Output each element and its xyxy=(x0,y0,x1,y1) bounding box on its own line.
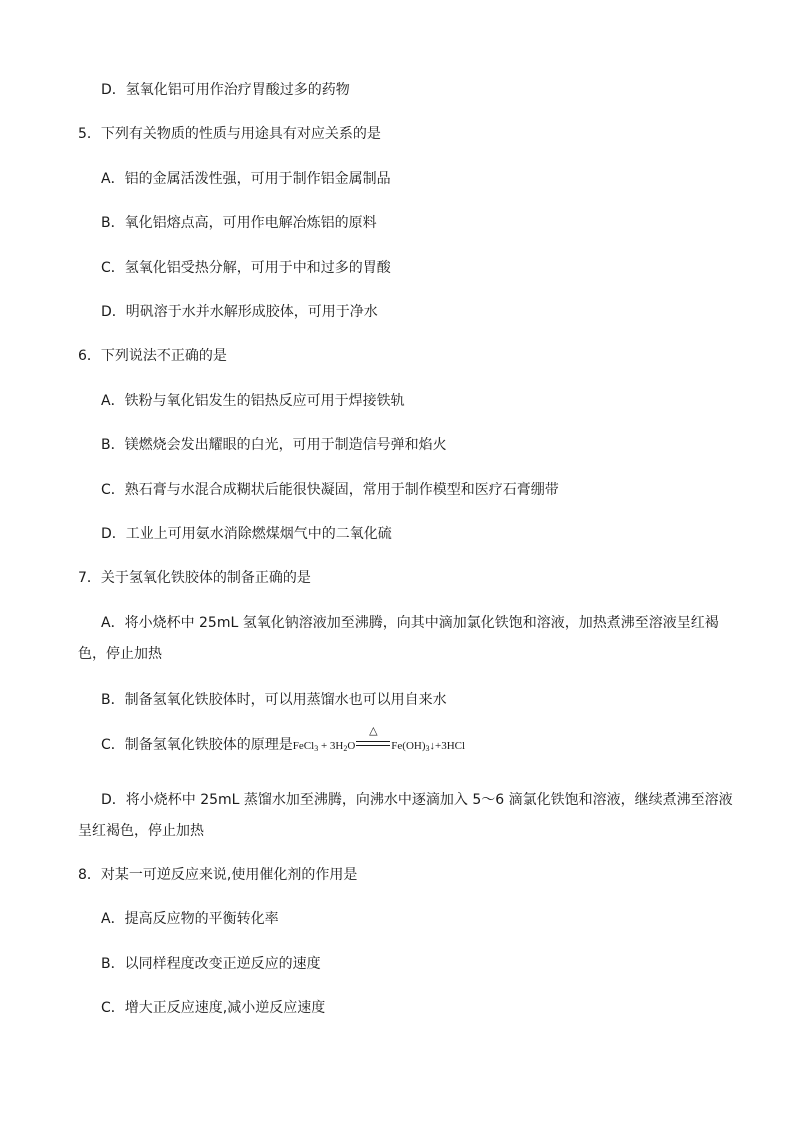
q7-option-a-line2: 色，停止加热 xyxy=(78,646,162,662)
q5-option-d: D．明矾溶于水并水解形成胶体，可用于净水 xyxy=(101,304,378,320)
q8-option-b: B．以同样程度改变正逆反应的速度 xyxy=(101,956,321,972)
q5-stem: 5．下列有关物质的性质与用途具有对应关系的是 xyxy=(78,126,381,142)
q5-option-b: B．氧化铝熔点高，可用作电解冶炼铝的原料 xyxy=(101,215,377,231)
q7-stem: 7．关于氢氧化铁胶体的制备正确的是 xyxy=(78,570,311,586)
q7-option-d-line1: D．将小烧杯中 25mL 蒸馏水加至沸腾，向沸水中逐滴加入 5～6 滴氯化铁饱和溶液，继续煮沸至溶液 xyxy=(101,792,733,808)
q7-option-b: B．制备氢氧化铁胶体时，可以用蒸馏水也可以用自来水 xyxy=(101,692,447,708)
q7-option-c-text: C．制备氢氧化铁胶体的原理是 xyxy=(101,737,293,753)
q8-option-a: A．提高反应物的平衡转化率 xyxy=(101,911,279,927)
equals-sign xyxy=(356,741,390,746)
q7-option-d-line2: 呈红褐色，停止加热 xyxy=(78,823,204,839)
q6-option-b: B．镁燃烧会发出耀眼的白光，可用于制造信号弹和焰火 xyxy=(101,437,447,453)
hydrolysis-equation: FeCl$_3$ + $3H_2O$ △ $Fe(OH)_3↓+3HCl$ xyxy=(293,736,465,759)
heating-condition-arrow xyxy=(355,724,391,756)
q6-option-a: A．铁粉与氧化铝发生的铝热反应可用于焊接铁轨 xyxy=(101,393,405,409)
q8-stem: 8．对某一可逆反应来说,使用催化剂的作用是 xyxy=(78,867,358,883)
q6-stem: 6．下列说法不正确的是 xyxy=(78,348,227,364)
q5-option-c: C．氢氧化铝受热分解，可用于中和过多的胃酸 xyxy=(101,260,391,276)
q6-option-d: D．工业上可用氨水消除燃煤烟气中的二氧化硫 xyxy=(101,526,392,542)
q8-option-c: C．增大正反应速度,减小逆反应速度 xyxy=(101,1000,326,1016)
q5-option-a: A．铝的金属活泼性强，可用于制作铝金属制品 xyxy=(101,171,391,187)
q6-option-c: C．熟石膏与水混合成糊状后能很快凝固，常用于制作模型和医疗石膏绷带 xyxy=(101,482,559,498)
heating-triangle-icon: △ xyxy=(369,724,378,737)
q4-option-d: D．氢氧化铝可用作治疗胃酸过多的药物 xyxy=(101,82,350,98)
q7-option-a-line1: A．将小烧杯中 25mL 氢氧化钠溶液加至沸腾，向其中滴加氯化铁饱和溶液，加热煮沸至溶液呈红褐 xyxy=(101,615,719,631)
q7-option-c xyxy=(101,724,466,759)
